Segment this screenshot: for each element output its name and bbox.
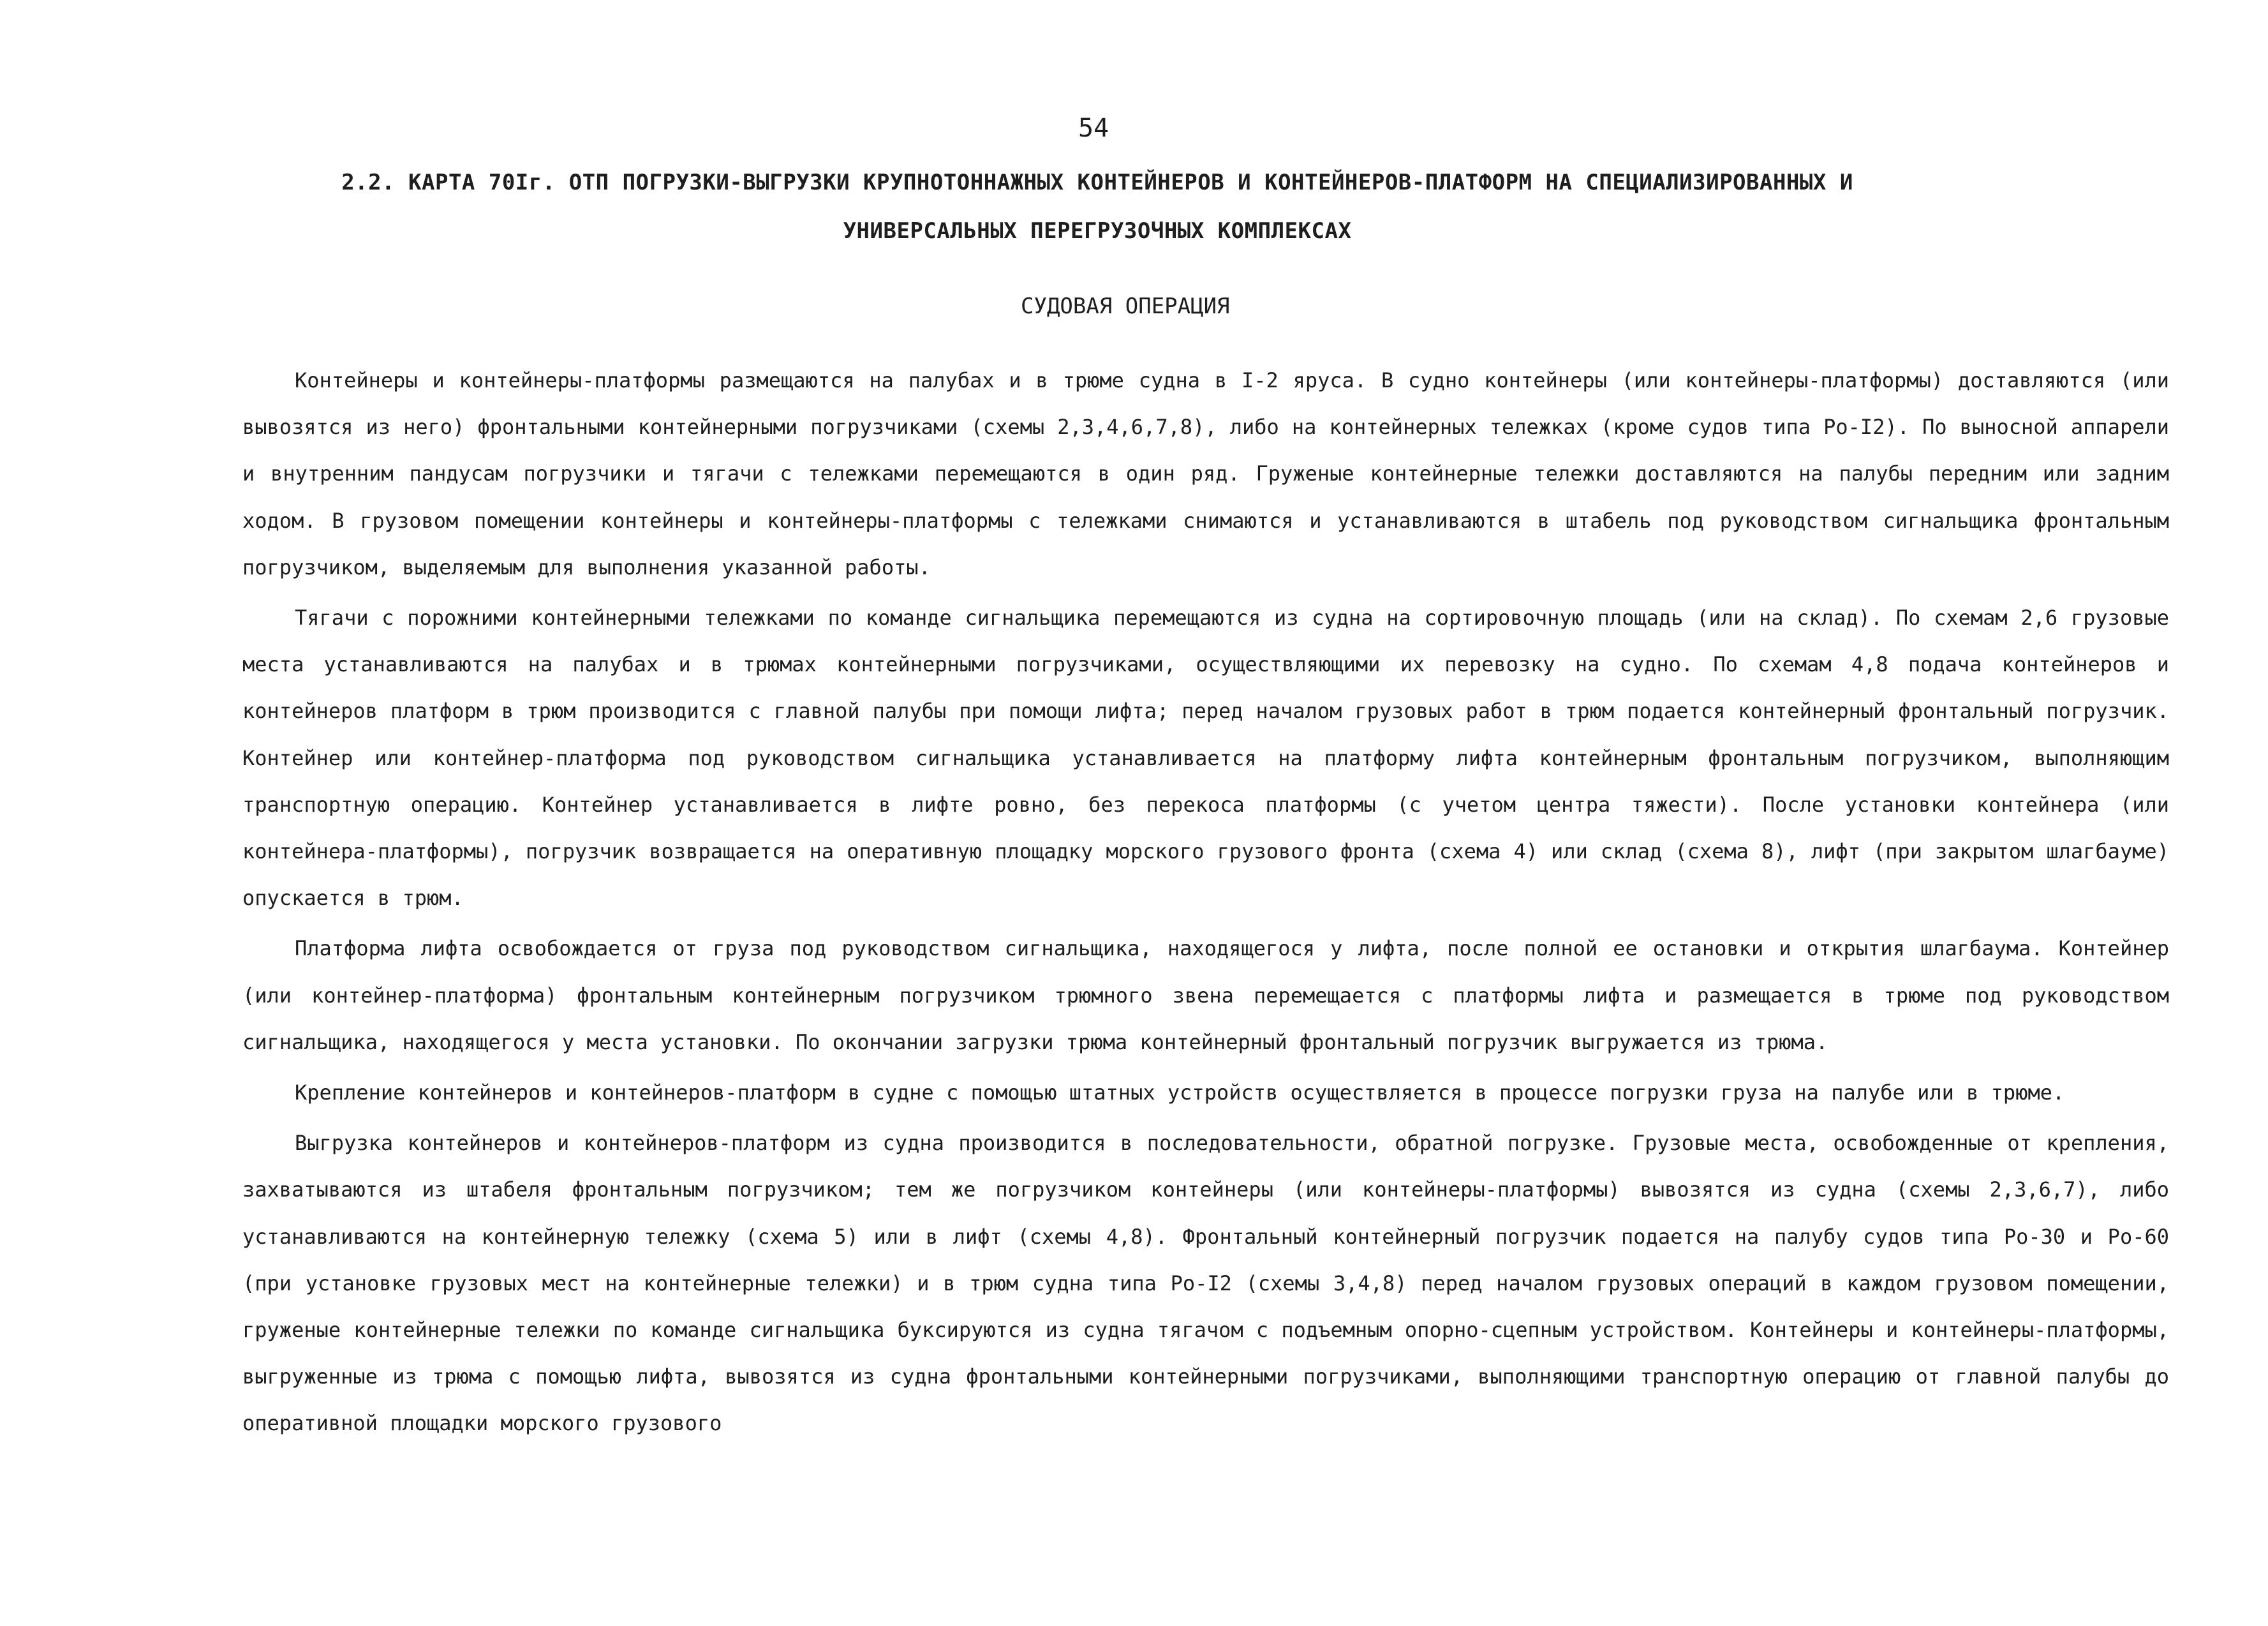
body-text [242, 357, 2169, 1451]
heading-line-2: УНИВЕРСАЛЬНЫХ ПЕРЕГРУЗОЧНЫХ КОМПЛЕКСАХ [843, 218, 1352, 244]
document-heading [281, 158, 1914, 255]
paragraph-2: Тягачи с порожними контейнерными тележками по команде сигнальщика перемещаются из судна на сортировочную площадь (или на склад). По схемам 2,6 грузовые места устанавливаются на палубах и в трюмах контейнерными погрузчиками, осуществляющими их перевозку на судно. По схемам 4,8 подача контейнеров и контейнеров платформ в трюм производится с главной палубы при помощи лифта; перед началом грузовых работ в трюм подается контейнерный фронтальный погрузчик. Контейнер или контейнер-платформа под руководством сигнальщика устанавливается на платформу лифта контейнерным фронтальным погрузчиком, выполняющим транспортную операцию. Контейнер устанавливается в лифте ровно, без перекоса платформы (с учетом центра тяжести). После установки контейнера (или контейнера-платформы), погрузчик возвращается на оперативную площадку морского грузового фронта (схема 4) или склад (схема 8), лифт (при закрытом шлагбауме) опускается в трюм. [242, 606, 2169, 911]
paragraph-3: Платформа лифта освобождается от груза под руководством сигнальщика, находящегося у лифта, после полной ее остановки и открытия шлагбаума. Контейнер (или контейнер-платформа) фронтальным контейнерным погрузчиком трюмного звена перемещается с платформы лифта и размещается в трюме под руководством сигнальщика, находящегося у места установки. По окончании загрузки трюма контейнерный фронтальный погрузчик выгружается из трюма. [242, 936, 2169, 1054]
paragraph-5: Выгрузка контейнеров и контейнеров-платформ из судна производится в последовательности, обратной погрузке. Грузовые места, освобожденные от крепления, захватываются из штабеля фронтальным погрузчиком; тем же погрузчиком контейнеры (или контейнеры-платформы) вывозятся из судна (схемы 2,3,6,7), либо устанавливаются на контейнерную тележку (схема 5) или в лифт (схемы 4,8). Фронтальный контейнерный погрузчик подается на палубу судов типа Ро-30 и Ро-60 (при установке грузовых мест на контейнерные тележки) и в трюм судна типа Ро-I2 (схемы 3,4,8) перед началом грузовых операций в каждом грузовом помещении, груженые контейнерные тележки по команде сигнальщика буксируются из судна тягачом с подъемным опорно-сцепным устройством. Контейнеры и контейнеры-платформы, выгруженные из трюма с помощью лифта, вывозятся из судна фронтальными контейнерными погрузчиками, выполняющими транспортную операцию от главной палубы до оперативной площадки морского грузового [242, 1131, 2169, 1436]
section-title: СУДОВАЯ ОПЕРАЦИЯ [1021, 294, 1230, 319]
page-number: 54 [1078, 114, 1109, 143]
heading-line-1: 2.2. КАРТА 70Iг. ОТП ПОГРУЗКИ-ВЫГРУЗКИ КРУПНОТОННАЖНЫХ КОНТЕЙНЕРОВ И КОНТЕЙНЕРОВ-ПЛАТФОРМ НА СПЕЦИАЛИЗИРОВАННЫХ И [341, 170, 1853, 195]
paragraph-4: Крепление контейнеров и контейнеров-платформ в судне с помощью штатных устройств осуществляется в процессе погрузки груза на палубе или в трюме. [295, 1080, 2065, 1105]
paragraph-1: Контейнеры и контейнеры-платформы размещаются на палубах и в трюме судна в I-2 яруса. В судно контейнеры (или контейнеры-платформы) доставляются (или вывозятся из него) фронтальными контейнерными погрузчиками (схемы 2,3,4,6,7,8), либо на контейнерных тележках (кроме судов типа Ро-I2). По выносной аппарели и внутренним пандусам погрузчики и тягачи с тележками перемещаются в один ряд. Груженые контейнерные тележки доставляются на палубы передним или задним ходом. В грузовом помещении контейнеры и контейнеры-платформы с тележками снимаются и устанавливаются в штабель под руководством сигнальщика фронтальным погрузчиком, выделяемым для выполнения указанной работы. [242, 368, 2169, 579]
